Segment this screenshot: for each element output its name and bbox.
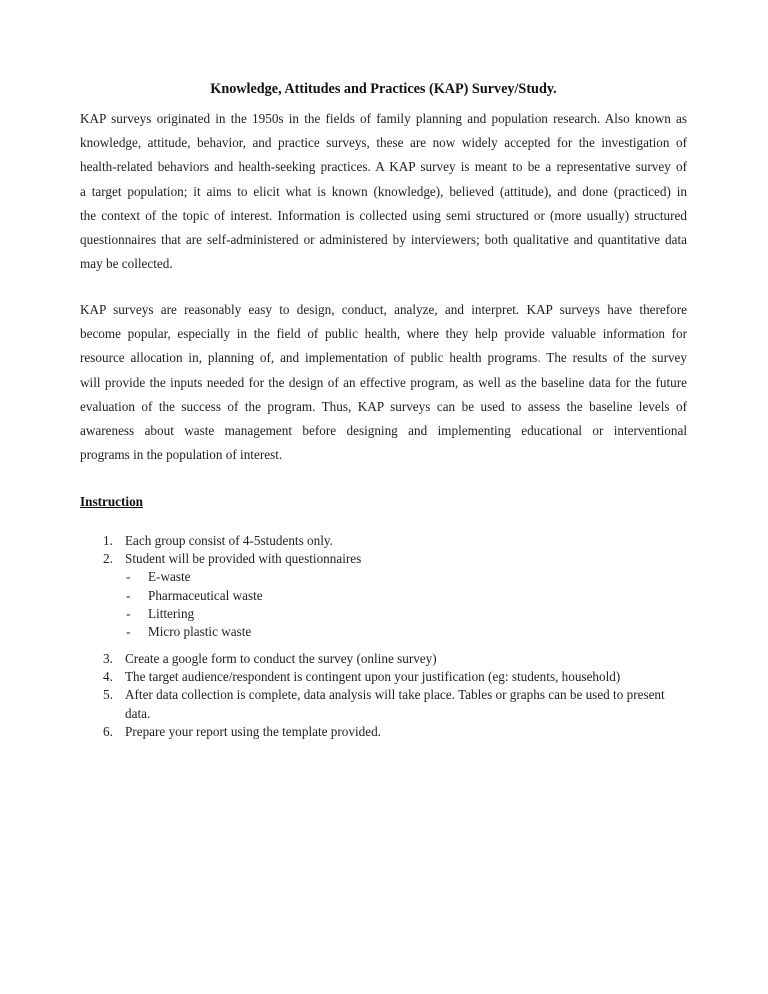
sub-list-text: Pharmaceutical waste [148, 587, 263, 603]
list-item-text: The target audience/respondent is contingent upon your justification (eg: students, household) [125, 669, 621, 685]
list-number: 3. [103, 651, 113, 666]
paragraph-line: the context of the topic of interest. Information is collected using semi structured or (more usually) structured [80, 207, 687, 223]
sub-list-item [80, 623, 687, 641]
list-item [80, 650, 687, 668]
dash-bullet: - [126, 569, 131, 585]
paragraph-line: awareness about waste management before designing and implementing educational or interventional [80, 423, 687, 439]
list-item-text: Student will be provided with questionnaires [125, 551, 362, 567]
paragraph-line: knowledge, attitude, behavior, and practice surveys, these are now widely accepted for the investigation of [80, 135, 687, 151]
list-number: 4. [103, 669, 113, 685]
list-item-text: Each group consist of 4-5students only. [125, 533, 333, 548]
list-number: 2. [103, 551, 113, 567]
paragraph-line: questionnaires that are self-administered or administered by interviewers; both qualitative and quantitative data [80, 232, 687, 248]
dash-bullet: - [126, 624, 131, 640]
list-item [80, 550, 687, 568]
list-item-text-continued: data. [125, 705, 151, 721]
list-item [80, 668, 687, 686]
sub-list-item [80, 568, 687, 586]
sub-list-text: Littering [148, 605, 195, 621]
list-item [80, 723, 687, 741]
paragraph-text: resource allocation in, planning of, and implementation of public health programs [80, 350, 538, 366]
list-item-text: Create a google form to conduct the survey (online survey) [125, 651, 437, 666]
paragraph-line: a target population; it aims to elicit what is known (knowledge), believed (attitude), and done (practiced) in [80, 183, 687, 199]
paragraph-line: KAP surveys originated in the 1950s in the fields of family planning and population research. Also known as [80, 111, 687, 126]
paragraph-line: become popular, especially in the field of public health, where they help provide valuable information for [80, 326, 687, 342]
paragraph-line: KAP surveys are reasonably easy to design, conduct, analyze, and interpret. KAP surveys have therefore [80, 302, 687, 317]
sub-list-text: Micro plastic waste [148, 624, 252, 640]
list-item [80, 686, 687, 722]
paragraph-line: may be collected. [80, 256, 173, 272]
list-item-text: Prepare your report using the template provided. [125, 723, 381, 739]
paragraph-line: evaluation of the success of the program. Thus, KAP surveys can be used to assess the baseline levels of [80, 398, 687, 414]
list-number: 5. [103, 687, 113, 703]
sub-list-text: E-waste [148, 569, 191, 585]
list-item-text: After data collection is complete, data analysis will take place. Tables or graphs can be used to present [125, 687, 665, 703]
highlighted-period: . [537, 350, 541, 366]
paragraph-text: The results of the survey [540, 350, 687, 366]
paragraph-line: programs in the population of interest. [80, 447, 283, 463]
kap-benefits-paragraph [80, 298, 687, 467]
intro-paragraph [80, 107, 687, 276]
paragraph-line: health-related behaviors and health-seeking practices. A KAP survey is meant to be a representative survey of [80, 159, 687, 175]
list-number: 1. [103, 533, 113, 548]
dash-bullet: - [126, 605, 131, 621]
list-item [80, 532, 687, 550]
sub-list-item [80, 605, 687, 623]
document-title: Knowledge, Attitudes and Practices (KAP) Survey/Study. [210, 81, 557, 97]
paragraph-line: will provide the inputs needed for the design of an effective program, as well as the baseline data for the future [80, 374, 687, 390]
paragraph-line [80, 346, 687, 370]
sub-list-item [80, 587, 687, 605]
instruction-list-part2 [80, 650, 687, 741]
dash-bullet: - [126, 587, 131, 603]
instruction-heading: Instruction [80, 494, 144, 509]
instruction-list-part1 [80, 532, 687, 641]
list-number: 6. [103, 723, 113, 739]
